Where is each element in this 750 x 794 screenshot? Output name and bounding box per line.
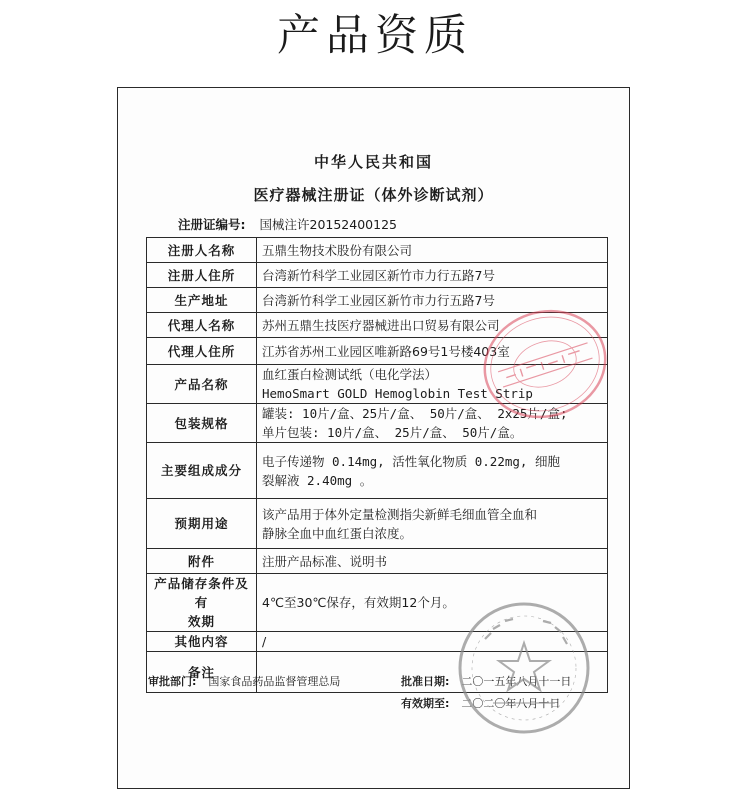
approval-date-label: 批准日期: — [401, 675, 450, 688]
field-value: 血红蛋白检测试纸（电化学法） HemoSmart GOLD Hemoglobin Test Strip — [257, 365, 608, 404]
field-label: 附件 — [147, 549, 257, 574]
field-label: 包装规格 — [147, 404, 257, 443]
field-value: 4℃至30℃保存，有效期12个月。 — [257, 574, 608, 632]
field-label: 主要组成成分 — [147, 443, 257, 499]
registration-number-line — [178, 215, 397, 233]
field-value: 电子传递物 0.14mg, 活性氧化物质 0.22mg, 细胞 裂解液 2.40mg 。 — [257, 443, 608, 499]
approval-department-line — [148, 673, 340, 689]
registration-number: 国械注许20152400125 — [259, 217, 397, 232]
field-label: 生产地址 — [147, 288, 257, 313]
table-row — [147, 499, 608, 549]
approval-department-label: 审批部门: — [148, 675, 197, 688]
field-label: 代理人住所 — [147, 338, 257, 365]
field-value: 五鼎生物技术股份有限公司 — [257, 238, 608, 263]
field-label: 备注 — [147, 652, 257, 693]
field-label: 其他内容 — [147, 632, 257, 652]
registration-number-label: 注册证编号: — [178, 217, 246, 232]
approval-date: 二〇一五年八月十一日 — [461, 675, 572, 688]
agent-seal-stamp — [480, 299, 610, 429]
table-row — [147, 238, 608, 263]
certificate-document — [117, 87, 630, 789]
page-heading: 产品资质 — [277, 11, 473, 61]
agent-seal-graphic — [480, 299, 610, 429]
field-value: / — [257, 632, 608, 652]
field-label: 代理人名称 — [147, 313, 257, 338]
approval-seal-graphic — [455, 599, 593, 737]
field-label: 产品名称 — [147, 365, 257, 404]
valid-until-label: 有效期至: — [401, 697, 450, 710]
field-value: 罐装: 10片/盒、25片/盒、 50片/盒、 2x25片/盒; 单片包装: 10片/盒、 25片/盒、 50片/盒。 — [257, 404, 608, 443]
field-label: 注册人名称 — [147, 238, 257, 263]
table-row — [147, 443, 608, 499]
field-value: 该产品用于体外定量检测指尖新鲜毛细血管全血和 静脉全血中血红蛋白浓度。 — [257, 499, 608, 549]
field-value: 台湾新竹科学工业园区新竹市力行五路7号 — [257, 288, 608, 313]
valid-until: 二〇二〇年八月十日 — [461, 697, 561, 710]
field-label: 产品储存条件及有 效期 — [147, 574, 257, 632]
approval-seal-stamp — [455, 599, 593, 737]
field-value: 江苏省苏州工业园区唯新路69号1号楼403室 — [257, 338, 608, 365]
issuing-country: 中华人民共和国 — [313, 153, 433, 171]
table-row — [147, 549, 608, 574]
table-row — [147, 263, 608, 288]
certificate-title: 医疗器械注册证（体外诊断试剂） — [253, 186, 494, 204]
field-value: 苏州五鼎生技医疗器械进出口贸易有限公司 — [257, 313, 608, 338]
field-value: 台湾新竹科学工业园区新竹市力行五路7号 — [257, 263, 608, 288]
field-label: 注册人住所 — [147, 263, 257, 288]
field-label: 预期用途 — [147, 499, 257, 549]
approval-department: 国家食品药品监督管理总局 — [208, 675, 341, 688]
field-value: 注册产品标准、说明书 — [257, 549, 608, 574]
